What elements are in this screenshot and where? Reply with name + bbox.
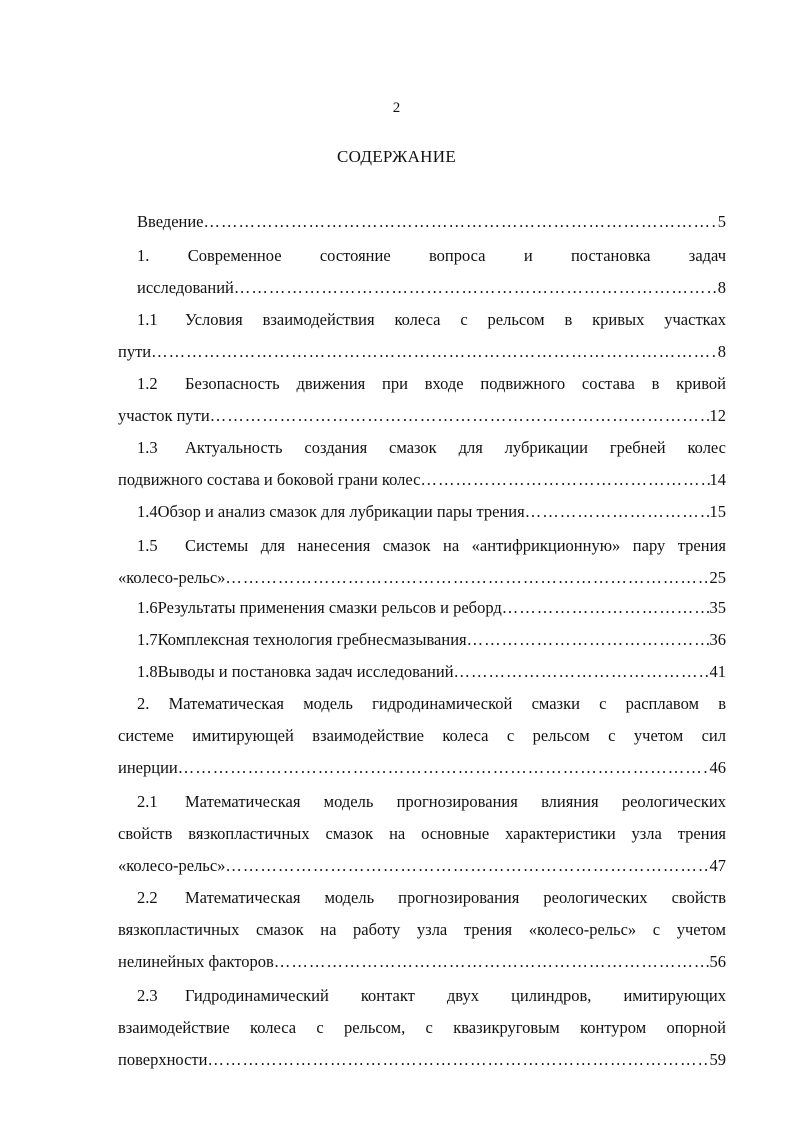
toc-page-number: 36 — [709, 630, 726, 649]
section-number: 1.1 — [137, 310, 158, 329]
toc-entry-text: Системы для нанесения смазок на «антифрикционную» пару трения — [185, 536, 726, 555]
toc-entry-2-1-line2[interactable]: свойств вязкопластичных смазок на основные характеристики узла трения — [118, 824, 726, 843]
toc-entry-text: Обзор и анализ смазок для лубрикации пары трения — [157, 502, 525, 521]
dot-leader — [204, 212, 718, 232]
toc-entry-2-1-line1[interactable] — [137, 792, 726, 812]
toc-entry-2-3-line1[interactable] — [137, 986, 726, 1006]
toc-entry-text: Результаты применения смазки рельсов и реборд — [157, 598, 502, 617]
dot-leader — [502, 598, 710, 618]
section-number: 1.8 — [137, 662, 158, 681]
dot-leader — [525, 502, 710, 522]
toc-entry-text: Математическая модель прогнозирования реологических свойств — [185, 888, 726, 907]
toc-entry-ch2-line1[interactable]: 2. Математическая модель гидродинамической смазки с расплавом в — [137, 694, 726, 713]
toc-entry-ch2-line2[interactable]: системе имитирующей взаимодействие колеса с рельсом с учетом сил — [118, 726, 726, 745]
toc-entry-1-2-line2[interactable] — [118, 406, 726, 426]
toc-entry-text: исследований — [137, 278, 234, 297]
page-number: 2 — [392, 100, 401, 116]
section-number: 1.7 — [137, 630, 158, 649]
toc-entry-text: Введение — [137, 212, 204, 231]
toc-page-number: 8 — [717, 342, 726, 361]
dot-leader — [234, 278, 718, 298]
toc-page-number: 35 — [709, 598, 726, 617]
toc-page-number: 15 — [709, 502, 726, 521]
toc-entry-2-2-line3[interactable] — [118, 952, 726, 972]
toc-entry-text: Гидродинамический контакт двух цилиндров, имитирующих — [185, 986, 726, 1005]
toc-entry-2-1-line3[interactable] — [118, 856, 726, 876]
toc-entry-intro[interactable] — [137, 212, 726, 232]
dot-leader — [225, 568, 709, 588]
toc-page-number: 41 — [709, 662, 726, 681]
toc-entry-1-5-line1[interactable] — [137, 536, 726, 556]
toc-entry-1-3-line1[interactable] — [137, 438, 726, 458]
section-number: 1.6 — [137, 598, 158, 617]
toc-entry-text: пути — [118, 342, 152, 361]
dot-leader — [467, 630, 710, 650]
toc-entry-2-3-line3[interactable] — [118, 1050, 726, 1070]
toc-page-number: 59 — [709, 1050, 726, 1069]
toc-entry-text: Актуальность создания смазок для лубрикации гребней колес — [185, 438, 726, 457]
toc-entry-2-2-line1[interactable] — [137, 888, 726, 908]
dot-leader — [274, 952, 710, 972]
dot-leader — [151, 342, 718, 362]
section-number: 1.5 — [137, 536, 158, 555]
section-number: 2.2 — [137, 888, 158, 907]
toc-page-number: 56 — [709, 952, 726, 971]
toc-entry-text: поверхности — [118, 1050, 208, 1069]
dot-leader — [207, 1050, 709, 1070]
section-number: 1.2 — [137, 374, 158, 393]
toc-entry-1-6[interactable] — [137, 598, 726, 618]
toc-entry-text: Условия взаимодействия колеса с рельсом в кривых участках — [185, 310, 726, 329]
toc-entry-1-2-line1[interactable] — [137, 374, 726, 394]
toc-entry-text: «колесо-рельс» — [118, 856, 226, 875]
toc-page-number: 14 — [709, 470, 726, 489]
dot-leader — [210, 406, 710, 426]
toc-page-number: 47 — [709, 856, 726, 875]
toc-entry-text: «колесо-рельс» — [118, 568, 226, 587]
toc-entry-2-3-line2[interactable]: взаимодействие колеса с рельсом, с квазикруговым контуром опорной — [118, 1018, 726, 1037]
toc-page-number: 8 — [717, 278, 726, 297]
dot-leader — [225, 856, 709, 876]
toc-entry-text: нелинейных факторов — [118, 952, 274, 971]
toc-entry-ch2-line3[interactable] — [118, 758, 726, 778]
toc-entry-text: инерции — [118, 758, 178, 777]
toc-entry-1-5-line2[interactable] — [118, 568, 726, 588]
toc-entry-1-3-line2[interactable] — [118, 470, 726, 490]
toc-entry-ch1-line1[interactable]: 1. Современное состояние вопроса и постановка задач — [137, 246, 726, 265]
toc-entry-1-7[interactable] — [137, 630, 726, 650]
toc-entry-text: участок пути — [118, 406, 210, 425]
section-number: 2.1 — [137, 792, 158, 811]
toc-page-number: 46 — [709, 758, 726, 777]
toc-entry-1-4[interactable] — [137, 502, 726, 522]
toc-entry-1-1-line2[interactable] — [118, 342, 726, 362]
section-number: 2.3 — [137, 986, 158, 1005]
toc-entry-2-2-line2[interactable]: вязкопластичных смазок на работу узла трения «колесо-рельс» с учетом — [118, 920, 726, 939]
toc-entry-text: подвижного состава и боковой грани колес — [118, 470, 421, 489]
toc-page-number: 5 — [717, 212, 726, 231]
section-number: 1.4 — [137, 502, 158, 521]
toc-entry-text: Безопасность движения при входе подвижного состава в кривой — [185, 374, 726, 393]
toc-entry-text: Математическая модель прогнозирования влияния реологических — [185, 792, 726, 811]
dot-leader — [178, 758, 710, 778]
toc-entry-1-1-line1[interactable] — [137, 310, 726, 330]
dot-leader — [454, 662, 710, 682]
dot-leader — [420, 470, 709, 490]
toc-page-number: 25 — [709, 568, 726, 587]
toc-page-number: 12 — [709, 406, 726, 425]
page-title: СОДЕРЖАНИЕ — [336, 147, 457, 166]
toc-entry-1-8[interactable] — [137, 662, 726, 682]
toc-entry-text: Выводы и постановка задач исследований — [157, 662, 454, 681]
toc-entry-text: Комплексная технология гребнесмазывания — [157, 630, 467, 649]
toc-entry-ch1-line2[interactable] — [137, 278, 726, 298]
section-number: 1.3 — [137, 438, 158, 457]
